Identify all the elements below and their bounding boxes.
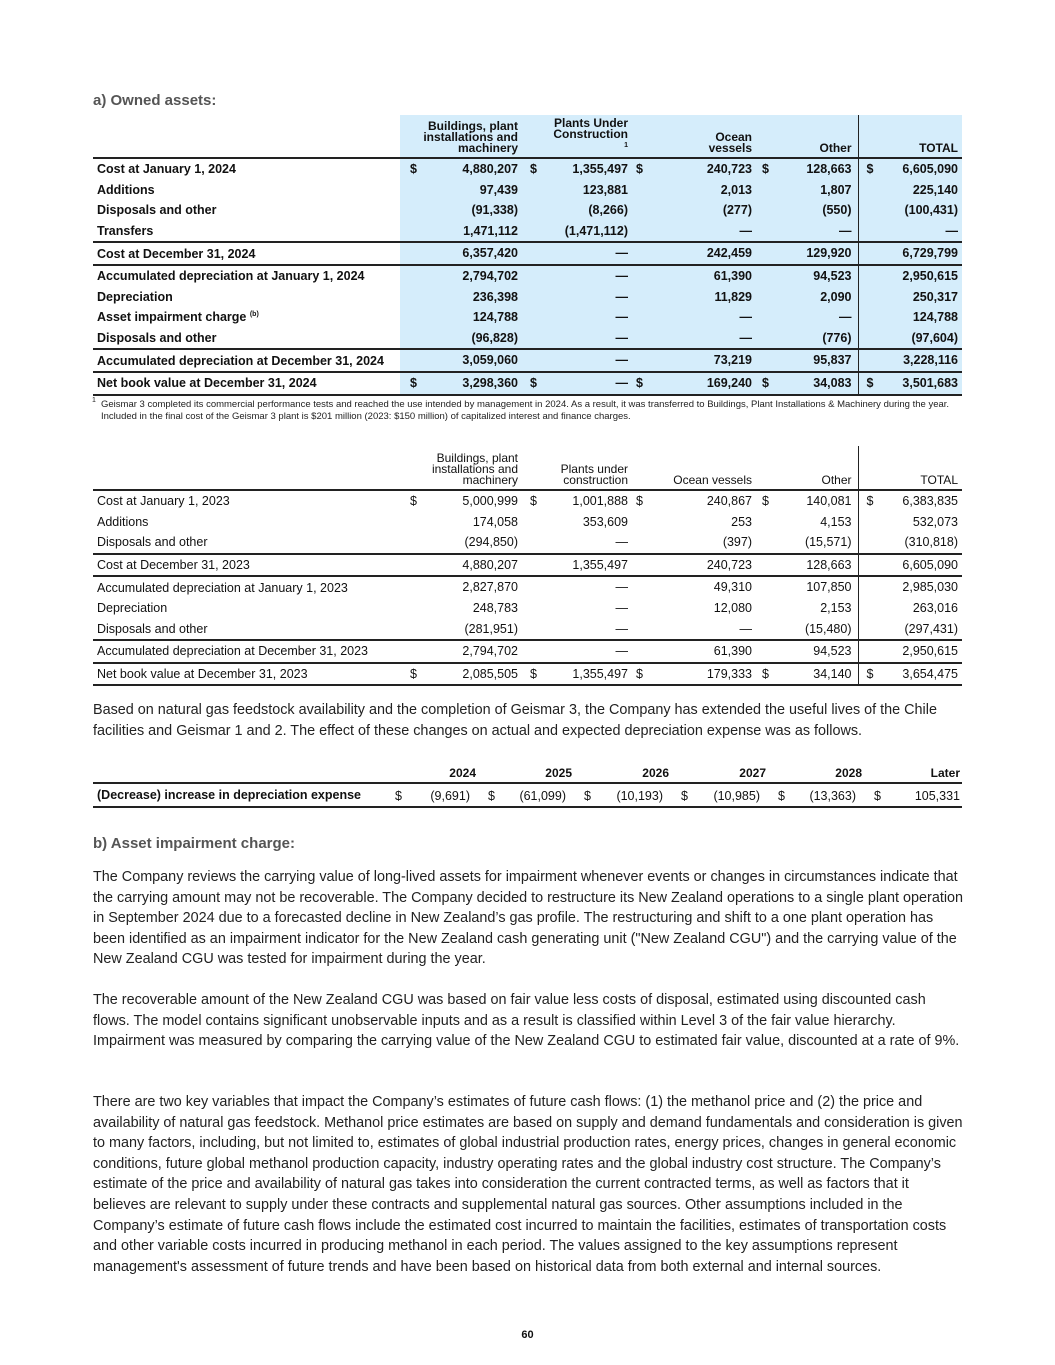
currency-sign: $ bbox=[636, 494, 643, 508]
cell-value: — bbox=[739, 330, 752, 345]
cell-value: 61,390 bbox=[713, 644, 752, 659]
currency-sign: $ bbox=[530, 375, 537, 390]
year-header: Later bbox=[868, 758, 962, 783]
cell-value: 532,073 bbox=[912, 514, 958, 529]
cell-value: (776) bbox=[822, 330, 852, 345]
currency-sign: $ bbox=[681, 788, 688, 803]
cell-value: (397) bbox=[722, 535, 752, 550]
cell-value: — bbox=[615, 246, 628, 261]
cell-value: 124,788 bbox=[912, 310, 958, 325]
currency-sign: $ bbox=[410, 494, 417, 508]
row-label: Net book value at December 31, 2024 bbox=[97, 376, 317, 391]
cell-value: (13,363) bbox=[809, 788, 856, 803]
cell-value: — bbox=[615, 289, 628, 304]
cell-value: 2,950,615 bbox=[902, 268, 958, 283]
cell-value: (8,266) bbox=[588, 203, 628, 218]
cell-value: 3,654,475 bbox=[902, 666, 958, 681]
table-row bbox=[93, 265, 962, 287]
table-row bbox=[93, 640, 962, 663]
header-blank bbox=[93, 446, 400, 490]
cell-value: (550) bbox=[822, 203, 852, 218]
cell-value: (100,431) bbox=[904, 203, 958, 218]
cell-value: 128,663 bbox=[806, 162, 852, 176]
row-label: Depreciation bbox=[97, 289, 173, 304]
cell-value: 2,085,505 bbox=[462, 666, 518, 681]
row-label: Disposals and other bbox=[97, 331, 217, 346]
table-row bbox=[93, 287, 962, 308]
cell-value: 2,950,615 bbox=[902, 644, 958, 659]
table-row bbox=[93, 328, 962, 350]
row-label-superscript: (b) bbox=[249, 311, 259, 319]
cell-value: 1,471,112 bbox=[463, 223, 518, 238]
currency-sign: $ bbox=[762, 375, 769, 390]
row-label: Additions bbox=[97, 182, 155, 197]
column-header: Buildings, plant installations and machinery bbox=[431, 451, 518, 487]
column-header: Buildings, plant installations and machinery bbox=[423, 119, 518, 155]
impairment-paragraph-2: The recoverable amount of the New Zealand CGU was based on fair value less costs of disposal, estimated using discounted cash flows. The model contains significant unobservable inputs and as a result is classified within Level 3 of the fair value hierarchy. Impairment was measured by comparing the carrying value of the New Zealand CGU to estimated fair value, discounted at a rate of 9%. bbox=[93, 992, 960, 1050]
currency-sign: $ bbox=[874, 788, 881, 803]
currency-sign: $ bbox=[410, 666, 417, 681]
currency-sign: $ bbox=[636, 162, 643, 176]
cell-value: 107,850 bbox=[806, 580, 852, 595]
header-footnote-mark: 1 bbox=[624, 142, 628, 149]
cell-value: 250,317 bbox=[912, 289, 958, 304]
cell-value: 105,331 bbox=[914, 788, 960, 803]
cell-value: 129,920 bbox=[806, 246, 852, 261]
cell-value: 6,383,835 bbox=[902, 494, 958, 508]
row-label: Depreciation bbox=[97, 601, 168, 616]
cell-value: (277) bbox=[722, 203, 752, 218]
table-row bbox=[93, 576, 962, 598]
currency-sign: $ bbox=[762, 494, 769, 508]
year-header: 2027 bbox=[675, 758, 772, 783]
header-blank bbox=[93, 115, 400, 158]
cell-value: 240,723 bbox=[706, 162, 752, 176]
cell-value: 3,501,683 bbox=[902, 375, 958, 390]
column-header: TOTAL bbox=[920, 473, 958, 487]
cell-value: 11,829 bbox=[714, 289, 752, 304]
table-row bbox=[93, 532, 962, 554]
cell-value: 123,881 bbox=[582, 182, 628, 197]
row-label: Accumulated depreciation at December 31, 2024 bbox=[97, 353, 384, 368]
cell-value: 236,398 bbox=[472, 289, 518, 304]
currency-sign: $ bbox=[410, 162, 417, 176]
row-label: Cost at December 31, 2023 bbox=[97, 558, 250, 573]
row-label: Transfers bbox=[97, 224, 154, 239]
cell-value: 263,016 bbox=[912, 600, 958, 615]
cell-value: 1,001,888 bbox=[572, 494, 628, 508]
table-row bbox=[93, 180, 962, 201]
currency-sign: $ bbox=[866, 162, 874, 176]
cell-value: (281,951) bbox=[464, 621, 518, 636]
cell-value: (10,985) bbox=[713, 788, 760, 803]
cell-value: 2,153 bbox=[820, 600, 852, 615]
currency-sign: $ bbox=[530, 494, 537, 508]
cell-value: 6,729,799 bbox=[902, 246, 958, 261]
cell-value: 49,310 bbox=[713, 580, 752, 595]
row-label: Accumulated depreciation at January 1, 2024 bbox=[97, 269, 365, 284]
cell-value: 169,240 bbox=[706, 375, 752, 390]
cell-value: 4,880,207 bbox=[462, 557, 518, 572]
cell-value: — bbox=[615, 580, 628, 595]
cell-value: (310,818) bbox=[904, 535, 958, 550]
impairment-heading: b) Asset impairment charge: bbox=[93, 835, 295, 852]
cell-value: 6,605,090 bbox=[902, 557, 958, 572]
cell-value: 95,837 bbox=[813, 353, 852, 368]
cell-value: 2,794,702 bbox=[462, 268, 518, 283]
column-header: Ocean vessels bbox=[708, 130, 752, 155]
cell-value: — bbox=[615, 268, 628, 283]
cell-value: 3,228,116 bbox=[903, 353, 958, 368]
cell-value: 6,605,090 bbox=[902, 162, 958, 176]
cell-value: — bbox=[615, 330, 628, 345]
table-row bbox=[93, 349, 962, 372]
cell-value: — bbox=[739, 223, 752, 238]
currency-sign: $ bbox=[636, 375, 643, 390]
currency-sign: $ bbox=[762, 666, 769, 681]
cell-value: 140,081 bbox=[806, 494, 852, 508]
cell-value: — bbox=[739, 310, 752, 325]
cell-value: 34,083 bbox=[813, 375, 852, 390]
cell-value: — bbox=[615, 375, 628, 390]
column-header: Plants under construction bbox=[560, 462, 628, 487]
cell-value: — bbox=[615, 600, 628, 615]
cell-value: 1,807 bbox=[820, 182, 852, 197]
row-label: Cost at December 31, 2024 bbox=[97, 246, 256, 261]
table-row bbox=[93, 490, 962, 512]
column-header: TOTAL bbox=[919, 141, 958, 155]
row-label: Cost at January 1, 2023 bbox=[97, 494, 230, 509]
table-row bbox=[93, 598, 962, 619]
impairment-paragraph-3: There are two key variables that impact the Company’s estimates of future cash flows: (1) the methanol price and (2) the price and availability of natural gas feedstock. Methanol price estimates are based on supply and demand fundamentals and consideration is given to many factors, including, but not limited to, estimates of global industrial production rates, energy prices, changes in general economic conditions, future global methanol production capacity, industry operating rates and the global industry cost structure. The Company’s estimate of the price and availability of natural gas takes into consideration the current contracted terms, as well as factors that it believes are relevant to supply under these contracts and supplemental natural gas sources. Other assumptions included in the Company’s estimate of future cash flows include the estimated cost incurred to maintain the facilities, estimates of transportation costs and other variable costs incurred in producing methanol in each period. The values assigned to the key assumptions represent management's assessment of future trends and have been based on historical data from both external and internal sources. bbox=[93, 1094, 963, 1275]
cell-value: 73,219 bbox=[713, 353, 752, 368]
cell-value: 242,459 bbox=[706, 246, 752, 261]
footnote-text: Geismar 3 completed its commercial performance tests and reached the use intended by management in 2024. As a result, it was transferred to Buildings, Plant Installations & Machinery during the year. Included in the final cost of the Geismar 3 plant is $201 million (2023: $150 million) of capitalized interest and finance charges. bbox=[101, 399, 950, 422]
cell-value: 225,140 bbox=[912, 182, 958, 197]
currency-sign: $ bbox=[866, 666, 874, 681]
year-header: 2028 bbox=[772, 758, 868, 783]
cell-value: 4,153 bbox=[820, 514, 852, 529]
cell-value: 3,059,060 bbox=[462, 353, 518, 368]
cell-value: — bbox=[839, 223, 852, 238]
cell-value: — bbox=[739, 621, 752, 636]
cell-value: — bbox=[839, 310, 852, 325]
cell-value: 128,663 bbox=[806, 557, 852, 572]
cell-value: 5,000,999 bbox=[462, 494, 518, 508]
cell-value: (91,338) bbox=[471, 203, 518, 218]
cell-value: 94,523 bbox=[813, 644, 852, 659]
cell-value: — bbox=[615, 310, 628, 325]
currency-sign: $ bbox=[636, 666, 643, 681]
table-row bbox=[93, 242, 962, 265]
cell-value: 179,333 bbox=[706, 666, 752, 681]
depreciation-change-table bbox=[93, 758, 962, 808]
table-row bbox=[93, 619, 962, 641]
cell-value: (15,480) bbox=[804, 621, 852, 636]
owned-assets-heading: a) Owned assets: bbox=[93, 92, 217, 109]
cell-value: 94,523 bbox=[813, 268, 852, 283]
row-label: Net book value at December 31, 2023 bbox=[97, 667, 308, 682]
cell-value: 240,867 bbox=[706, 494, 752, 508]
row-label: Disposals and other bbox=[97, 203, 217, 218]
cell-value: 3,298,360 bbox=[462, 375, 518, 390]
table-row bbox=[93, 372, 962, 395]
cell-value: 12,080 bbox=[713, 600, 752, 615]
cell-value: 248,783 bbox=[472, 600, 518, 615]
currency-sign: $ bbox=[395, 788, 402, 803]
cell-value: (15,571) bbox=[804, 535, 852, 550]
table-row bbox=[93, 663, 962, 686]
table-row bbox=[93, 200, 962, 221]
cell-value: 174,058 bbox=[472, 514, 518, 529]
column-header: Plants Under Construction bbox=[553, 116, 628, 141]
currency-sign: $ bbox=[866, 375, 874, 390]
cell-value: — bbox=[615, 644, 628, 659]
cell-value: 1,355,497 bbox=[572, 557, 628, 572]
currency-sign: $ bbox=[530, 666, 537, 681]
cell-value: 1,355,497 bbox=[572, 666, 628, 681]
currency-sign: $ bbox=[584, 788, 591, 803]
row-label: Accumulated depreciation at December 31, 2023 bbox=[97, 644, 368, 659]
row-label: Asset impairment charge bbox=[97, 310, 247, 325]
currency-sign: $ bbox=[488, 788, 495, 803]
page-number: 60 bbox=[521, 1329, 534, 1341]
cell-value: (97,604) bbox=[911, 330, 958, 345]
cell-value: 1,355,497 bbox=[572, 162, 628, 176]
row-label: Accumulated depreciation at January 1, 2023 bbox=[97, 580, 348, 595]
cell-value: (294,850) bbox=[464, 535, 518, 550]
year-header: 2026 bbox=[578, 758, 675, 783]
row-label: Cost at January 1, 2024 bbox=[97, 162, 236, 177]
cell-value: 97,439 bbox=[479, 182, 518, 197]
cell-value: — bbox=[615, 535, 628, 550]
cell-value: 253 bbox=[731, 514, 752, 529]
column-header: Other bbox=[821, 473, 852, 487]
column-header: Ocean vessels bbox=[673, 473, 752, 487]
currency-sign: $ bbox=[530, 162, 537, 176]
currency-sign: $ bbox=[866, 494, 874, 508]
row-label: Disposals and other bbox=[97, 621, 208, 636]
owned-assets-2024-table bbox=[93, 115, 962, 396]
currency-sign: $ bbox=[778, 788, 785, 803]
cell-value: 6,357,420 bbox=[462, 246, 518, 261]
table-row bbox=[93, 512, 962, 533]
currency-sign: $ bbox=[410, 375, 417, 390]
cell-value: (1,471,112) bbox=[564, 223, 628, 238]
footnote-mark: 1 bbox=[92, 397, 96, 404]
cell-value: 353,609 bbox=[582, 514, 628, 529]
cell-value: — bbox=[615, 621, 628, 636]
cell-value: 2,985,030 bbox=[902, 580, 958, 595]
cell-value: 2,090 bbox=[820, 289, 852, 304]
cell-value: (61,099) bbox=[519, 788, 566, 803]
useful-lives-paragraph: Based on natural gas feedstock availability and the completion of Geismar 3, the Company has extended the useful lives of the Chile facilities and Geismar 1 and 2. The effect of these changes on actual and expected depreciation expense was as follows. bbox=[93, 702, 937, 739]
cell-value: 124,788 bbox=[472, 310, 518, 325]
table-row bbox=[93, 307, 962, 328]
column-header: Other bbox=[819, 141, 852, 155]
cell-value: 2,794,702 bbox=[462, 644, 518, 659]
impairment-paragraph-1: The Company reviews the carrying value of long-lived assets for impairment whenever events or changes in circumstances indicate that the carrying amount may not be recoverable. The Company decided to restructure its New Zealand operations to a single plant operation in September 2024 due to a forecasted decline in New Zealand’s gas profile. The restructuring and shift to a one plant operation has been identified as an impairment indicator for the New Zealand cash generating unit ("New Zealand CGU") and the carrying value of the New Zealand CGU was tested for impairment during the year. bbox=[93, 869, 964, 968]
footnote bbox=[93, 399, 963, 423]
row-label: Disposals and other bbox=[97, 535, 208, 550]
cell-value: 34,140 bbox=[813, 666, 852, 681]
year-header: 2025 bbox=[482, 758, 578, 783]
table-row bbox=[93, 783, 962, 807]
cell-value: (9,691) bbox=[430, 788, 470, 803]
cell-value: 2,013 bbox=[720, 182, 752, 197]
currency-sign: $ bbox=[762, 162, 769, 176]
cell-value: 61,390 bbox=[713, 268, 752, 283]
row-label: Additions bbox=[97, 514, 149, 529]
table-row bbox=[93, 158, 962, 180]
table-row bbox=[93, 221, 962, 243]
owned-assets-2023-table bbox=[93, 446, 962, 686]
cell-value: 4,880,207 bbox=[462, 162, 518, 176]
cell-value: (297,431) bbox=[904, 621, 958, 636]
year-header: 2024 bbox=[385, 758, 482, 783]
row-label: (Decrease) increase in depreciation expense bbox=[93, 783, 385, 807]
cell-value: (96,828) bbox=[471, 330, 518, 345]
cell-value: 2,827,870 bbox=[462, 580, 518, 595]
cell-value: — bbox=[615, 353, 628, 368]
table-row bbox=[93, 554, 962, 577]
cell-value: (10,193) bbox=[616, 788, 663, 803]
cell-value: — bbox=[945, 223, 958, 238]
cell-value: 240,723 bbox=[706, 557, 752, 572]
